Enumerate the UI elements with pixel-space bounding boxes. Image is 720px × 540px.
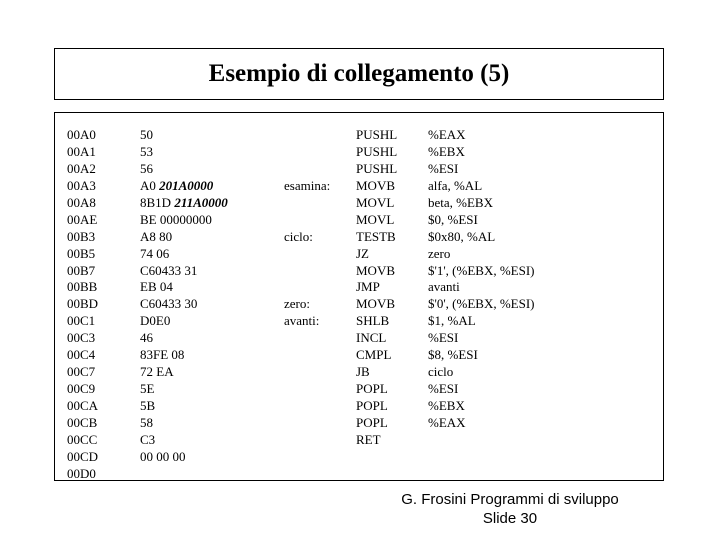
instruction-cell: MOVB: [356, 177, 396, 193]
machine-code-bytes: D0E0: [140, 313, 171, 329]
operand-cell: avanti: [428, 279, 460, 295]
machine-code-bytes: 46: [140, 330, 153, 346]
instruction-cell: TESTB: [356, 228, 396, 244]
machine-code-bytes: 5E: [140, 381, 155, 397]
address-cell: 00D0: [67, 465, 96, 481]
operand-cell: alfa, %AL: [428, 177, 483, 193]
relocated-address: 211A0000: [174, 194, 228, 210]
machine-code-bytes: 72 EA: [140, 364, 174, 380]
operand-cell: $0x80, %AL: [428, 228, 496, 244]
operand-cell: %EBX: [428, 398, 465, 413]
label-cell: [284, 415, 330, 432]
machine-code-cell: [140, 415, 228, 432]
label-cell: [284, 263, 330, 280]
label-cell: [284, 432, 330, 449]
instruction-cell: MOVB: [356, 296, 396, 312]
label-cell: [284, 466, 330, 483]
machine-code-cell: [140, 127, 228, 144]
label-cell: [284, 398, 330, 415]
address-column: [67, 127, 98, 483]
machine-code-cell: [140, 195, 228, 212]
machine-code-cell: [140, 161, 228, 178]
operand-cell: $0, %ESI: [428, 211, 478, 227]
label-cell: [284, 347, 330, 364]
label-cell: zero:: [284, 296, 310, 312]
operand-column: [428, 127, 535, 483]
slide-footer: [380, 490, 640, 528]
instruction-cell: POPL: [356, 381, 388, 397]
machine-code-cell: [140, 296, 228, 313]
machine-code-bytes: 58: [140, 414, 153, 430]
machine-code-cell: [140, 347, 228, 364]
footer-slide-number: Slide 30: [482, 510, 538, 527]
machine-code-cell: [140, 212, 228, 229]
instruction-cell: MOVL: [356, 194, 395, 210]
address-cell: 00AE: [67, 211, 98, 227]
machine-code-bytes: 00 00 00: [140, 448, 186, 464]
instruction-cell: [356, 449, 397, 466]
machine-code-cell: [140, 449, 228, 466]
instruction-cell: MOVL: [356, 211, 395, 227]
machine-code-cell: [140, 364, 228, 381]
machine-code-bytes: C60433 31: [140, 262, 198, 278]
label-cell: [284, 161, 330, 178]
instruction-cell: CMPL: [356, 347, 392, 363]
title-box: [54, 48, 664, 100]
address-cell: 00C7: [67, 364, 96, 380]
operand-cell: beta, %EBX: [428, 194, 493, 210]
address-cell: 00B7: [67, 262, 96, 278]
instruction-cell: RET: [356, 431, 381, 447]
machine-code-bytes: 8B1D: [140, 194, 175, 210]
address-cell: 00CD: [67, 448, 99, 464]
address-cell: 00BD: [67, 296, 99, 312]
machine-code-bytes: 56: [140, 160, 153, 176]
label-cell: [284, 330, 330, 347]
instruction-cell: POPL: [356, 398, 388, 413]
address-cell: 00C1: [67, 313, 96, 329]
operand-cell: %EAX: [428, 414, 466, 430]
address-cell: 00C9: [67, 381, 96, 397]
machine-code-cell: [140, 381, 228, 398]
machine-code-bytes: BE 00000000: [140, 211, 212, 227]
operand-cell: $1, %AL: [428, 313, 476, 329]
machine-code-bytes: EB 04: [140, 279, 173, 295]
label-cell: [284, 364, 330, 381]
instruction-cell: [356, 466, 397, 483]
footer-author: G. Frosini Programmi di sviluppo: [401, 491, 619, 508]
machine-code-cell: [140, 398, 228, 415]
operand-cell: %EAX: [428, 127, 466, 142]
label-cell: [284, 212, 330, 229]
machine-code-cell: [140, 279, 228, 296]
operand-cell: [428, 466, 535, 483]
address-cell: 00C4: [67, 347, 96, 363]
slide-title: Esempio di collegamento (5): [208, 60, 510, 87]
instruction-cell: SHLB: [356, 313, 390, 329]
operand-cell: zero: [428, 245, 451, 261]
machine-code-bytes: A0: [140, 177, 160, 193]
machine-code-cell: [140, 466, 228, 483]
instruction-cell: PUSHL: [356, 127, 398, 142]
address-cell: 00B5: [67, 245, 96, 261]
label-cell: [284, 381, 330, 398]
address-cell: 00C3: [67, 330, 96, 346]
machine-code-bytes: C3: [140, 431, 156, 447]
address-cell: 00A3: [67, 177, 96, 193]
label-cell: [284, 195, 330, 212]
machine-code-bytes: 50: [140, 127, 153, 142]
label-cell: [284, 449, 330, 466]
machine-code-cell: [140, 432, 228, 449]
operand-cell: %ESI: [428, 160, 459, 176]
operand-cell: [428, 432, 535, 449]
machine-code-cell: [140, 178, 228, 195]
instruction-cell: INCL: [356, 330, 387, 346]
address-cell: 00A8: [67, 194, 96, 210]
operand-cell: $'0', (%EBX, %ESI): [428, 296, 535, 312]
operand-cell: [428, 449, 535, 466]
label-column: [284, 127, 330, 483]
instruction-cell: POPL: [356, 414, 388, 430]
machine-code-column: [140, 127, 228, 483]
operand-cell: %ESI: [428, 330, 459, 346]
machine-code-cell: [140, 330, 228, 347]
operand-cell: %EBX: [428, 143, 465, 159]
operand-cell: %ESI: [428, 381, 459, 397]
operand-cell: $'1', (%EBX, %ESI): [428, 262, 535, 278]
instruction-cell: JMP: [356, 279, 380, 295]
instruction-cell: MOVB: [356, 262, 396, 278]
label-cell: ciclo:: [284, 228, 313, 244]
operand-cell: $8, %ESI: [428, 347, 478, 363]
label-cell: avanti:: [284, 313, 320, 329]
machine-code-cell: [140, 263, 228, 280]
label-cell: [284, 279, 330, 296]
instruction-cell: JB: [356, 364, 370, 380]
machine-code-bytes: 83FE 08: [140, 347, 185, 363]
label-cell: [284, 127, 330, 144]
address-cell: 00A0: [67, 127, 96, 142]
address-cell: 00CA: [67, 398, 99, 413]
machine-code-cell: [140, 229, 228, 246]
machine-code-bytes: 5B: [140, 398, 156, 413]
code-listing: [54, 112, 664, 481]
machine-code-cell: [140, 246, 228, 263]
instruction-cell: PUSHL: [356, 160, 398, 176]
machine-code-bytes: A8 80: [140, 228, 173, 244]
address-cell: 00A2: [67, 160, 96, 176]
address-cell: 00BB: [67, 279, 98, 295]
instruction-column: [356, 127, 397, 483]
machine-code-bytes: 53: [140, 143, 153, 159]
machine-code-bytes: 74 06: [140, 245, 170, 261]
label-cell: [284, 144, 330, 161]
machine-code-cell: [140, 313, 228, 330]
machine-code-bytes: C60433 30: [140, 296, 198, 312]
operand-cell: ciclo: [428, 364, 454, 380]
instruction-cell: PUSHL: [356, 143, 398, 159]
address-cell: 00A1: [67, 143, 96, 159]
machine-code-cell: [140, 144, 228, 161]
label-cell: esamina:: [284, 177, 331, 193]
label-cell: [284, 246, 330, 263]
instruction-cell: JZ: [356, 245, 369, 261]
address-cell: 00CC: [67, 431, 98, 447]
address-cell: 00CB: [67, 414, 98, 430]
address-cell: 00B3: [67, 228, 96, 244]
relocated-address: 201A0000: [159, 177, 214, 193]
